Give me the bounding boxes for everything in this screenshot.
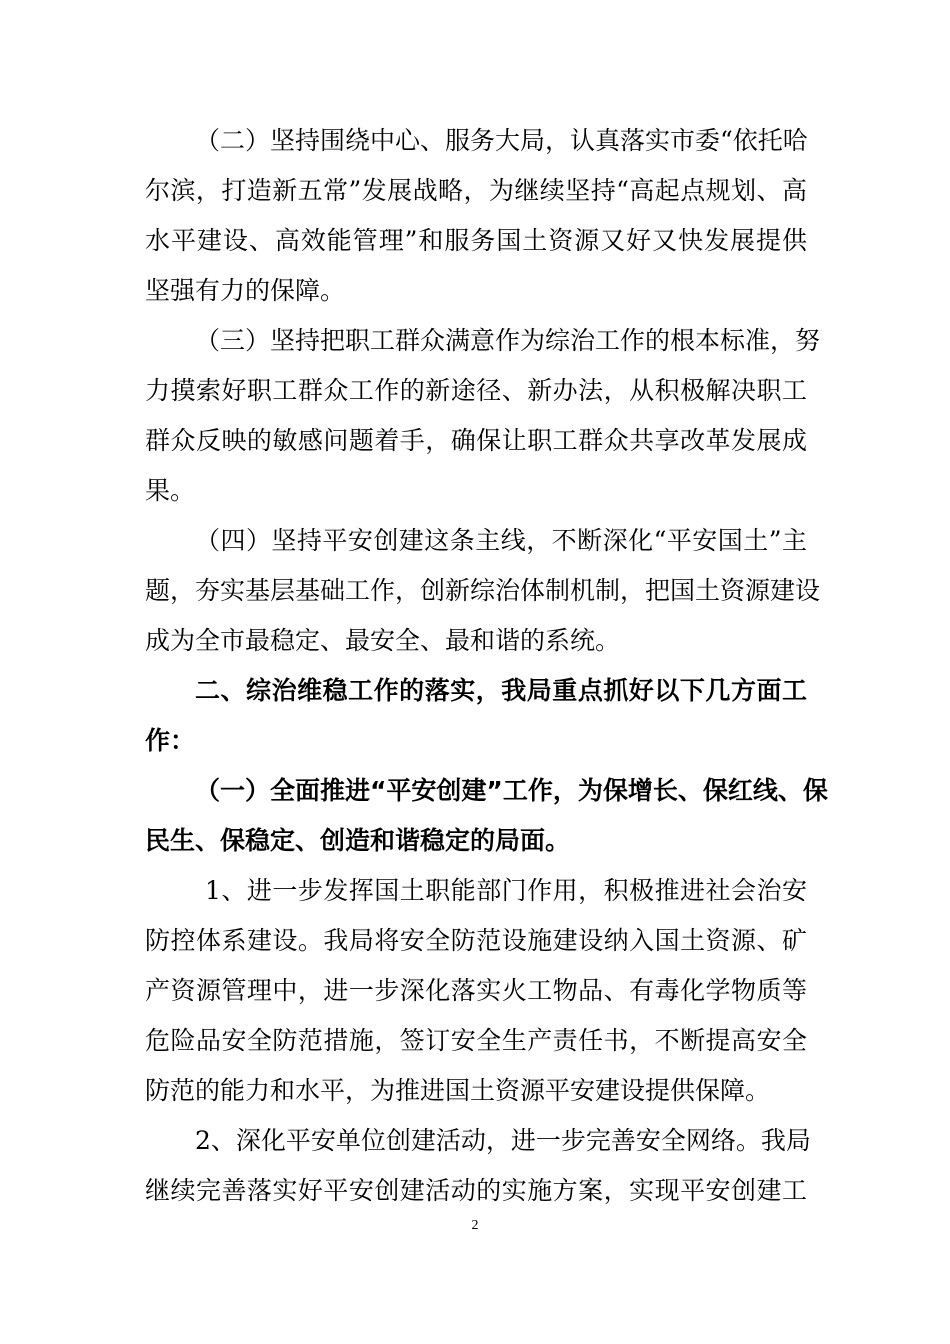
heading-line: （一）全面推进“平安创建”工作，为保增长、保红线、保	[195, 776, 828, 805]
text-line: （四）坚持平安创建这条主线，不断深化“平安国土”主	[195, 526, 807, 555]
heading-line: 作：	[145, 726, 196, 755]
text-line: 1、进一步发挥国土职能部门作用，积极推进社会治安	[205, 876, 807, 905]
text-line: （三）坚持把职工群众满意作为综治工作的根本标准，努	[195, 326, 821, 355]
page-number: 2	[471, 1218, 479, 1233]
text-line: 2、深化平安单位创建活动，进一步完善安全网络。我局	[195, 1126, 811, 1155]
text-line: 危险品安全防范措施，签订安全生产责任书，不断提高安全	[145, 1026, 807, 1055]
text-line: 防范的能力和水平，为推进国土资源平安建设提供保障。	[145, 1076, 771, 1105]
heading-line: 民生、保稳定、创造和谐稳定的局面。	[145, 826, 571, 855]
text-line: 继续完善落实好平安创建活动的实施方案，实现平安创建工	[145, 1176, 807, 1205]
text-line: 果。	[145, 476, 196, 505]
text-line: 群众反映的敏感问题着手，确保让职工群众共享改革发展成	[145, 426, 807, 455]
text-line: 水平建设、高效能管理”和服务国土资源又好又快发展提供	[145, 226, 807, 255]
text-line: 防控体系建设。我局将安全防范设施建设纳入国土资源、矿	[145, 926, 807, 955]
text-line: 成为全市最稳定、最安全、最和谐的系统。	[145, 626, 621, 655]
text-line: 题，夯实基层基础工作，创新综治体制机制，把国土资源建设	[145, 576, 821, 605]
text-line: 尔滨，打造新五常”发展战略，为继续坚持“高起点规划、高	[145, 176, 807, 205]
text-line: 力摸索好职工群众工作的新途径、新办法，从积极解决职工	[145, 376, 807, 405]
text-line: （二）坚持围绕中心、服务大局，认真落实市委“依托哈	[195, 126, 808, 155]
text-line: 坚强有力的保障。	[145, 276, 346, 305]
heading-line: 二、综治维稳工作的落实，我局重点抓好以下几方面工	[195, 676, 807, 705]
text-line: 产资源管理中，进一步深化落实火工物品、有毒化学物质等	[145, 976, 807, 1005]
